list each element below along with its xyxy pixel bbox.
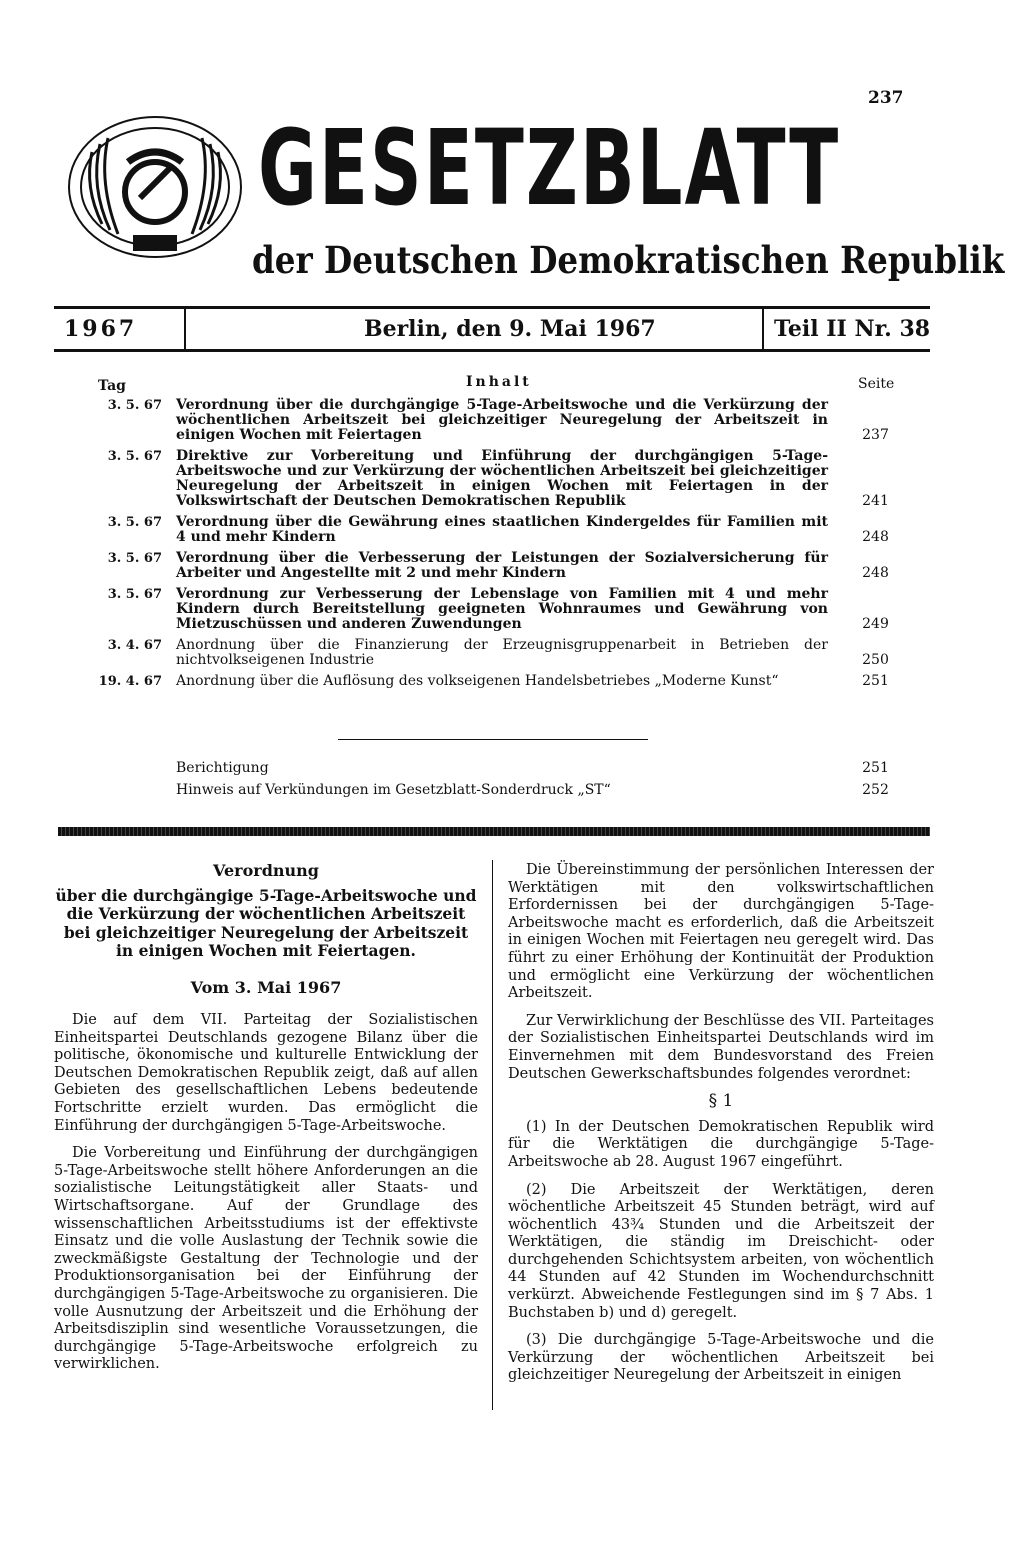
section-rule (58, 827, 930, 836)
masthead-title: GESETZBLATT (258, 107, 841, 229)
article-heading-kind: Verordnung (213, 861, 319, 880)
toc-extra-title: Berichtigung (176, 760, 269, 776)
issue-year: 1967 (64, 316, 138, 342)
column-divider (492, 860, 493, 1410)
section-paragraph: (2) Die Arbeitszeit der Werktätigen, deren wöchentliche Arbeitszeit 45 Stunden beträgt, wird auf wöchentlich 43¾ Stunden und die Arbeitszeit der Werktätigen, die ständig im Dreischicht- oder durchgehenden Schichtsystem arbeiten, von wöchentlich 44 Stunden auf 42 Stunden im Wochendurchschnitt verkürzt. Abweichende Festlegungen sind im § 7 Abs. 1 Buchstaben b) und d) geregelt. (508, 1181, 934, 1321)
toc-item-date: 3. 5. 67 (107, 449, 162, 464)
article-paragraph: Die Übereinstimmung der persönlichen Interessen der Werktätigen mit den volkswirtschaftlichen Erfordernissen bei der durchgängigen 5-Tage-Arbeitswoche macht es erforderlich, daß die Arbeitszeit in einigen Wochen mit Feiertagen neu geregelt wird. Das führt zu einer Erhöhung der Kontinuität der Produktion und ermöglicht eine Verkürzung der wöchentlichen Arbeitszeit. (508, 862, 934, 1002)
toc-extra-page: 251 (862, 760, 889, 776)
toc-item-date: 3. 5. 67 (107, 398, 162, 413)
toc-col-date: Tag (98, 378, 126, 394)
toc-item (72, 551, 932, 581)
toc-col-title: Inhalt (466, 374, 532, 390)
toc-extra-item (176, 782, 932, 798)
article-heading-title: über die durchgängige 5-Tage-Arbeitswoche und die Verkürzung der wöchentlichen Arbeitszeit bei gleichzeitiger Neuregelung der Arbeitszeit in einigen Wochen mit Feiertagen. (55, 885, 477, 960)
toc-item-title: Verordnung über die Gewährung eines staatlichen Kindergeldes für Familien mit 4 und mehr Kindern (176, 514, 828, 545)
toc-item (72, 638, 932, 668)
toc-list (72, 398, 932, 695)
toc-item-page: 248 (862, 529, 889, 545)
section-heading: § 1 (708, 1091, 734, 1112)
toc-item-page: 249 (862, 616, 889, 632)
issue-bar-divider (184, 309, 186, 349)
toc-separator (338, 739, 648, 740)
toc-item-page: 241 (862, 493, 889, 509)
toc-item-page: 250 (862, 652, 889, 668)
toc-extra-title: Hinweis auf Verkündungen im Gesetzblatt-Sonderdruck „ST“ (176, 782, 611, 798)
issue-number: Teil II Nr. 38 (774, 316, 931, 342)
toc-item-title: Anordnung über die Finanzierung der Erzeugnisgruppenarbeit in Betrieben der nichtvolkseigenen Industrie (176, 637, 828, 668)
section-paragraph: (3) Die durchgängige 5-Tage-Arbeitswoche und die Verkürzung der wöchentlichen Arbeitszeit bei gleichzeitiger Neuregelung der Arbeitszeit in einigen (508, 1332, 934, 1384)
toc-item (72, 449, 932, 509)
page-number: 237 (868, 88, 904, 108)
toc-item-title: Verordnung über die Verbesserung der Leistungen der Sozialversicherung für Arbeiter und Angestellte mit 2 und mehr Kindern (176, 550, 828, 581)
toc-item-page: 248 (862, 565, 889, 581)
toc-item (72, 515, 932, 545)
toc-extra-page: 252 (862, 782, 889, 798)
toc-item-page: 237 (862, 427, 889, 443)
state-emblem-icon (62, 112, 248, 262)
toc-item (72, 398, 932, 443)
toc-item-date: 3. 5. 67 (107, 551, 162, 566)
toc-item (72, 587, 932, 632)
toc-item-date: 3. 4. 67 (107, 638, 162, 653)
toc-item-title: Direktive zur Vorbereitung und Einführung der durchgängigen 5-Tage-Arbeitswoche und zur Verkürzung der wöchentlichen Arbeitszeit bei gleichzeitiger Neuregelung der Arbeitszeit in einigen Wochen mit Feiertagen in der Volkswirtschaft der Deutschen Demokratischen Republik (176, 448, 828, 509)
article-right-column (508, 862, 934, 1395)
toc-item-title: Verordnung zur Verbesserung der Lebenslage von Familien mit 4 und mehr Kindern durch Bereitstellung geeigneten Wohnraumes und Gewährung von Mietzuschüssen und anderen Zuwendungen (176, 586, 828, 632)
article-date: Vom 3. Mai 1967 (190, 977, 342, 997)
section-paragraph: (1) In der Deutschen Demokratischen Republik wird für die Werktätigen die durchgängige 5-Tage-Arbeitswoche ab 28. August 1967 eingeführt. (508, 1118, 934, 1170)
issue-place-date: Berlin, den 9. Mai 1967 (364, 316, 656, 342)
toc-item-title: Verordnung über die durchgängige 5-Tage-Arbeitswoche und die Verkürzung der wöchentlichen Arbeitszeit bei gleichzeitiger Neuregelung der Arbeitszeit in einigen Wochen mit Feiertagen (176, 397, 828, 443)
toc-item-page: 251 (862, 673, 889, 689)
toc-item (72, 674, 932, 689)
issue-bar-divider (762, 309, 764, 349)
toc-extra-item (176, 760, 932, 776)
toc-item-date: 19. 4. 67 (98, 674, 162, 689)
article-paragraph: Zur Verwirklichung der Beschlüsse des VII. Parteitages der Sozialistischen Einheitspartei Deutschlands wird im Einvernehmen mit dem Bundesvorstand des Freien Deutschen Gewerkschaftsbundes folgendes verordnet: (508, 1012, 934, 1082)
masthead-subtitle: der Deutschen Demokratischen Republik (252, 238, 1005, 282)
toc-col-page: Seite (858, 376, 895, 392)
toc-extra-list (176, 760, 932, 798)
article-paragraph: Die auf dem VII. Parteitag der Sozialistischen Einheitspartei Deutschlands gezogene Bilanz über die politische, ökonomische und kulturelle Entwicklung der Deutschen Demokratischen Republik zeigt, daß auf allen Gebieten des gesellschaftlichen Lebens bedeutende Fortschritte erzielt wurden. Das ermöglicht die Einführung der durchgängigen 5-Tage-Arbeitswoche. (54, 1012, 478, 1134)
issue-bar-bottom-rule (54, 349, 930, 352)
toc-item-date: 3. 5. 67 (107, 515, 162, 530)
toc-item-date: 3. 5. 67 (107, 587, 162, 602)
article-left-column (54, 862, 478, 1384)
article-paragraph: Die Vorbereitung und Einführung der durchgängigen 5-Tage-Arbeitswoche stellt höhere Anforderungen an die sozialistische Leitungstätigkeit aller Staats- und Wirtschaftsorgane. Auf der Grundlage des wissenschaftlichen Arbeitsstudiums ist der effektivste Einsatz und die volle Auslastung der Technik sowie die zweckmäßigste Gestaltung der Technologie und der Produktionsorganisation bei der Einführung der durchgängigen 5-Tage-Arbeitswoche zu organisieren. Die volle Ausnutzung der Arbeitszeit und die Erhöhung der Arbeitsdisziplin sind wesentliche Voraussetzungen, die durchgängige 5-Tage-Arbeitswoche erfolgreich zu verwirklichen. (54, 1145, 478, 1373)
toc-item-title: Anordnung über die Auflösung des volkseigenen Handelsbetriebes „Moderne Kunst“ (176, 673, 779, 689)
